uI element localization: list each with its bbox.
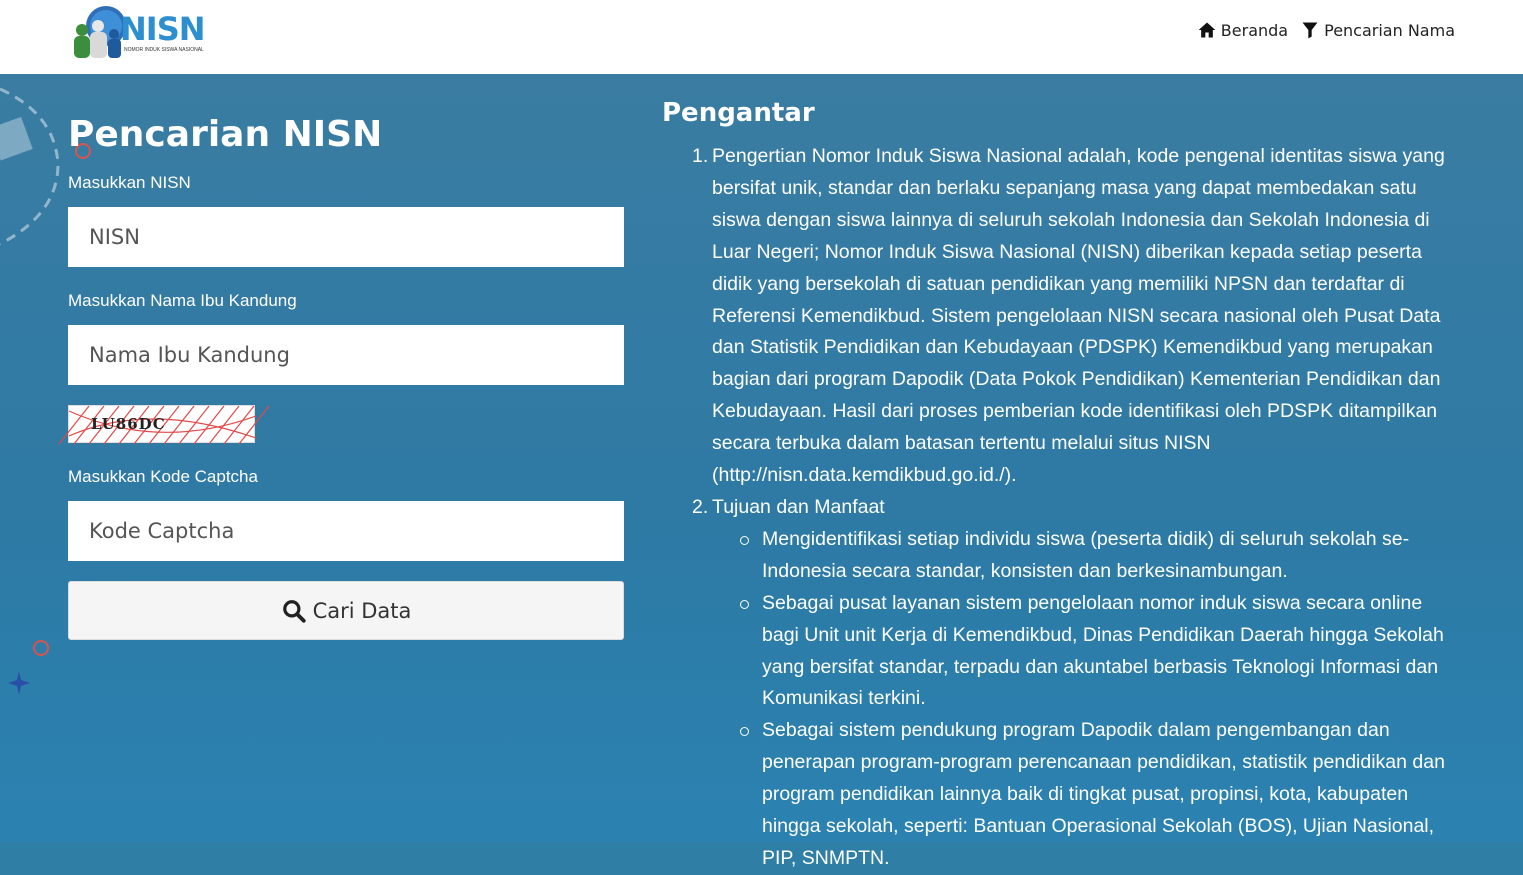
intro-title: Pengantar (662, 98, 815, 128)
nisn-input[interactable] (68, 207, 624, 267)
nisn-label: Masukkan NISN (68, 173, 191, 192)
list-item (662, 492, 1462, 524)
nav-links (1197, 20, 1455, 40)
logo-text: NISN (120, 10, 205, 48)
nav-pencarian-nama[interactable] (1300, 20, 1455, 40)
nav-pencarian-nama-label: Pencarian Nama (1324, 20, 1455, 40)
mother-name-input[interactable] (68, 325, 624, 385)
filter-icon (1300, 20, 1320, 40)
bullet-icon (740, 727, 749, 736)
bullet-icon (740, 600, 749, 609)
sub-list-item (662, 588, 1462, 716)
home-icon (1197, 20, 1217, 40)
nisn-logo[interactable] (68, 4, 210, 62)
captcha-label: Masukkan Kode Captcha (68, 467, 258, 486)
captcha-code: LU86DC (91, 415, 166, 433)
page-title: Pencarian NISN (68, 114, 383, 155)
list-item-text: Pengertian Nomor Induk Siswa Nasional adalah, kode pengenal identitas siswa yang bersifat unik, standar dan berlaku sepanjang masa yang dapat membedakan satu siswa dengan siswa lainnya di seluruh sekolah Indonesia dan Sekolah Indonesia di Luar Negeri; Nomor Induk Siswa Nasional (NISN) diberikan kepada setiap peserta didik yang bersekolah di satuan pendidikan yang memiliki NPSN dan terdaftar di Referensi Kemendikbud. Sistem pengelolaan NISN secara nasional oleh Pusat Data dan Statistik Pendidikan dan Kebudayaan (PDSPK) Kemendikbud yang merupakan bagian dari program Dapodik (Data Pokok Pendidikan) Kementerian Pendidikan dan Kebudayaan. Hasil dari proses pemberian kode identifikasi oleh PDSPK ditampilkan secara terbuka dalam batasan tertentu melalui situs NISN (http://nisn.data.kemdikbud.go.id./). (712, 145, 1445, 487)
sub-list-item-text: Sebagai pusat layanan sistem pengelolaan nomor induk siswa secara online bagi Unit unit Kerja di Kemendikbud, Dinas Pendidikan Daerah hingga Sekolah yang bersifat standar, terpadu dan akuntabel berbasis Teknologi Informasi dan Komunikasi terkini. (762, 591, 1444, 710)
list-item (662, 141, 1462, 492)
intro-list (662, 141, 1462, 875)
captcha-image (68, 405, 255, 443)
logo-subtitle: NOMOR INDUK SISWA NASIONAL (124, 47, 204, 53)
sub-list-item-text: Sebagai sistem pendukung program Dapodik dalam pengembangan dan penerapan program-program perencanaan pendidikan, statistik pendidikan dan program pendidikan lainnya baik di tingkat pusat, propinsi, kota, kabupaten hingga sekolah, seperti: Bantuan Operasional Sekolah (BOS), Ujian Nasional, PIP, SNMPTN. (762, 719, 1445, 869)
navbar (0, 0, 1523, 74)
search-button[interactable] (68, 581, 624, 640)
students-logo-icon (68, 4, 128, 62)
mother-name-label: Masukkan Nama Ibu Kandung (68, 291, 297, 310)
sub-list-item (662, 524, 1462, 588)
main-content (0, 74, 1523, 869)
nav-beranda-label: Beranda (1220, 20, 1289, 40)
sub-list-item (662, 715, 1462, 875)
search-button-label: Cari Data (312, 598, 412, 623)
nav-beranda[interactable] (1197, 20, 1288, 40)
list-number: 1. (692, 145, 709, 167)
list-item-text: Tujuan dan Manfaat (712, 495, 885, 518)
sub-list-item-text: Mengidentifikasi setiap individu siswa (peserta didik) di seluruh sekolah se-Indonesia secara standar, konsisten dan berkesinambungan. (762, 527, 1410, 582)
bullet-icon (740, 536, 749, 545)
captcha-input[interactable] (68, 501, 624, 561)
search-icon (281, 598, 307, 624)
list-number: 2. (692, 495, 709, 518)
